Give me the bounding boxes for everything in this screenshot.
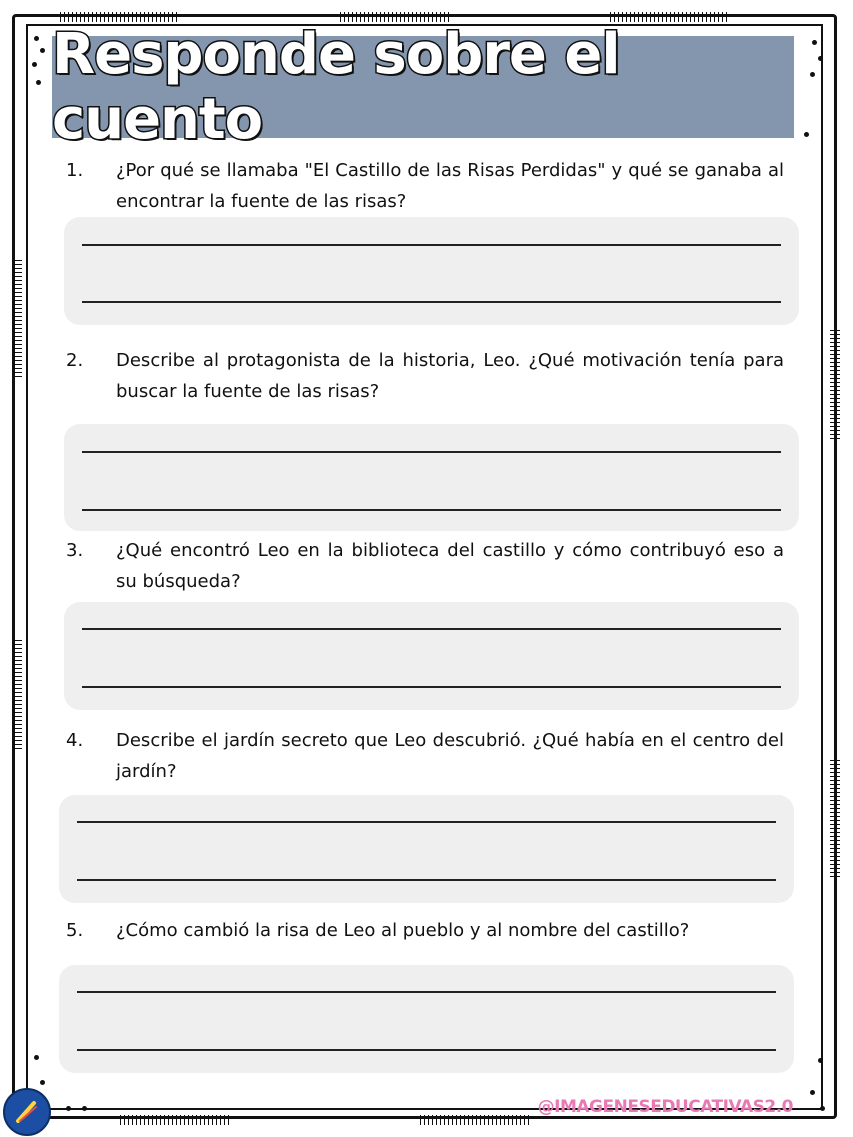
- border-hatch: [60, 12, 180, 22]
- border-dot: [818, 1058, 823, 1063]
- border-dot: [36, 80, 41, 85]
- border-dot: [810, 72, 815, 77]
- question-text: ¿Cómo cambió la risa de Leo al pueblo y al nombre del castillo?: [116, 920, 690, 941]
- answer-line: [82, 244, 781, 246]
- border-dot: [82, 1106, 87, 1111]
- answer-line: [82, 686, 781, 688]
- answer-line: [77, 879, 776, 881]
- title-banner: [52, 22, 794, 152]
- answer-line: [82, 451, 781, 453]
- question-text: ¿Por qué se llamaba "El Castillo de las Risas Perdidas" y qué se ganaba al encontrar la fuente de las risas?: [116, 160, 784, 212]
- pencil-icon: [12, 1097, 42, 1127]
- border-dot: [40, 1080, 45, 1085]
- border-hatch: [830, 760, 840, 880]
- answer-box-5[interactable]: [59, 965, 794, 1073]
- answer-box-1[interactable]: [64, 217, 799, 325]
- border-dot: [812, 40, 817, 45]
- question-number: 4.: [66, 730, 84, 751]
- border-hatch: [830, 330, 840, 440]
- border-dot: [66, 1106, 71, 1111]
- border-hatch: [610, 12, 730, 22]
- question-text: Describe el jardín secreto que Leo descubrió. ¿Qué había en el centro del jardín?: [116, 730, 784, 782]
- question-number: 5.: [66, 920, 84, 941]
- border-hatch: [12, 260, 22, 380]
- border-hatch: [420, 1115, 530, 1125]
- answer-line: [77, 821, 776, 823]
- border-dot: [32, 62, 37, 67]
- answer-line: [82, 509, 781, 511]
- question-4: [66, 725, 784, 787]
- question-number: 2.: [66, 350, 84, 371]
- answer-line: [77, 1049, 776, 1051]
- question-number: 1.: [66, 160, 84, 181]
- border-dot: [40, 48, 45, 53]
- answer-line: [77, 991, 776, 993]
- border-hatch: [12, 640, 22, 750]
- question-3: [66, 535, 784, 597]
- question-number: 3.: [66, 540, 84, 561]
- border-dot: [820, 1106, 825, 1111]
- question-1: [66, 155, 784, 217]
- border-hatch: [340, 12, 450, 22]
- border-dot: [810, 1090, 815, 1095]
- question-text: ¿Qué encontró Leo en la biblioteca del castillo y cómo contribuyó eso a su búsqueda?: [116, 540, 784, 592]
- border-dot: [818, 56, 823, 61]
- answer-box-2[interactable]: [64, 424, 799, 531]
- border-dot: [34, 1055, 39, 1060]
- answer-box-4[interactable]: [59, 795, 794, 903]
- answer-line: [82, 628, 781, 630]
- answer-box-3[interactable]: [64, 602, 799, 710]
- border-dot: [804, 132, 809, 137]
- question-text: Describe al protagonista de la historia, Leo. ¿Qué motivación tenía para buscar la fuente de las risas?: [116, 350, 784, 402]
- watermark: @IMAGENESEDUCATIVAS2.0: [537, 1097, 793, 1117]
- border-hatch: [120, 1115, 230, 1125]
- border-dot: [34, 36, 39, 41]
- answer-line: [82, 301, 781, 303]
- publisher-logo: [3, 1088, 51, 1136]
- page-title: Responde sobre el cuento: [52, 22, 620, 152]
- question-2: [66, 345, 784, 407]
- question-5: [66, 915, 784, 946]
